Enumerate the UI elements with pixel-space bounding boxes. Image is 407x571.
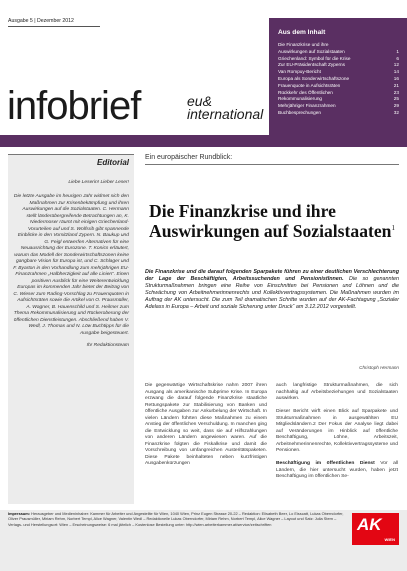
ak-logo-text: AK xyxy=(357,515,382,534)
table-of-contents xyxy=(269,18,407,135)
ak-logo xyxy=(352,513,399,545)
article-kicker: Ein europäischer Rundblick: xyxy=(145,154,399,165)
editorial-column xyxy=(8,154,134,504)
footnote-mark[interactable]: 1 xyxy=(391,224,395,232)
section-heading: Beschäftigung im öffentlichen Dienst xyxy=(276,461,375,466)
logo-subtitle xyxy=(187,95,263,121)
toc-item[interactable]: Van Rompuy-Bericht 14 xyxy=(278,69,399,75)
toc-item[interactable]: Frauenquote in Aufsichtsräten 21 xyxy=(278,82,399,88)
editorial-heading: Editorial xyxy=(96,158,129,167)
logo-infobrief: infobrief xyxy=(7,84,141,128)
article-paragraph: Dieser Bericht wirft einen Blick auf Sparpakete und Strukturmaßnahmen in ausgewählten EU Mitgliedsländern.2 Der Fokus der Analyse liegt dabei auf Veränderungen im Hinblick auf öffentliche Beschäftigung, Löhne, Arbeitszeit, Arbeitnehmerinnenrechte, Kollektivvertragssysteme und Pensionen. xyxy=(276,409,398,453)
logo-subtitle-line-2: international xyxy=(187,106,264,122)
ak-logo-subtext: WIEN xyxy=(384,537,395,542)
toc-item[interactable]: Mehrjähriger Finanzrahmen 29 xyxy=(278,103,399,109)
toc-item[interactable]: Die Finanzkrise und ihre xyxy=(278,42,329,47)
toc-item[interactable]: Europa als Sonderwirtschaftszone 16 xyxy=(278,75,399,81)
article-lead: Die Finanzkrise und die darauf folgenden Sparpakete führen zu einer deutlichen Verschlechterung der Lage der Beschäftigten, Arbeitssuchenden und PensionistInnen. Die so genannten Strukturmaßnahmen bringen eine Reihe von Einschnitten bei Pensionen und Löhnen und die Schwächung von Arbeitnehmerinnenrechts und Kollektivvertragssystemen. Die Maßnahmen wurden im Auftrag der AK untersucht. Die zum Teil dramatischen Schritte wurden auf der AK-Fachtagung „Sozialer Adelass in Europa – Arbeit und soziale Sicherung unter Druck“ am 3.12.2012 vorgestellt. xyxy=(145,269,400,311)
toc-title: Aus dem Inhalt xyxy=(278,29,326,36)
toc-item[interactable]: Zur EU-Präsidentschaft Zyperns 12 xyxy=(278,62,399,68)
logo-subtitle-line-1: eu& xyxy=(187,93,212,109)
toc-item[interactable]: Rekommunalisierung 25 xyxy=(278,96,399,102)
issue-label: Ausgabe 5 | Dezember 2012 xyxy=(8,18,100,27)
editorial-greeting: Liebe Leserin! Lieber Leser! xyxy=(68,180,129,185)
header-divider-band xyxy=(0,135,407,147)
article-column-left xyxy=(145,383,267,474)
toc-item[interactable]: Rückkehr des Öffentlichen 23 xyxy=(278,89,399,95)
article-author: Christoph Hermann xyxy=(359,365,399,370)
toc-item[interactable]: Auswirkungen auf Sozialstaaten 1 xyxy=(278,48,399,54)
article-paragraph: auch langfristige Strukturmaßnahmen, die sich nachhaltig auf Arbeitsbeziehungen und Sozialstaaten auswirken. xyxy=(276,383,398,401)
article-paragraph: Die gegenwärtige Wirtschaftskrise nahm 2007 ihren Ausgang als amerikanische Subprime Krise. In Europa erzwang die darauf folgende Finanzkrise staatliche Rettungspakete zur Stabilisierung von Banken und öffentliche Ausgaben zur Ankurbelung der Wirtschaft. In vielen Ländern führten diese Maßnahmen zu einem Anstieg der öffentlichen Verschuldung. In manchen ging die Entwicklung so weit, dass sie auf Hilfszahlungen von anderen Ländern angewiesen waren. Auf die Finanzkrise folgten die Fiskalkrise und damit die Vorschreibung von umfangreichen Austeritätspaketen. Diese Pakete beinhalteten neben kurzfristigen Ausgabenkürzungen xyxy=(145,383,267,466)
editorial-signature: Ihr Redaktionsteam xyxy=(86,343,129,348)
editorial-body: Die letzte Ausgabe im heurigen Jahr widmet sich den Maßnahmen zur Krisenbekämpfung und ihren Auswirkungen auf die Sozialstaaten. C. Hermann stellt länderübergreifende Betrachtungen an, K. Niedermoser räumt mit einigen Griechenland-Vorurteilen auf und S. Wolfsrib gibt spannende Einblicke in den Vorsitzland Zypern. N. Baukup und G. Feigl entwerfen Alternativen für eine Neuausrichtung der Eurozone. T. Konics erläutert, warum das Modell der Sonderwirtschaftszonen keine gangbare Vision für Europa ist, und C. Schlager und F. Byarton in den Vorhandlung zum mehrjährigen EU-Finanzrahmen „Halbherzigkeit auf alle Linien“. Einen positiven Ausblick für eine Weiterentwicklung Europas im kommenden Jahr bietet der Beitrag von C. Wieser zum Rading-Vorschlag zu Frauenquoten in Aufsichtsräten sowie die Artikel von O. Prausmüller, A. Wagner, B. Hauenschild und S. Heilmer zum Thema Rekommunalisierung und Rückeroberung der öffentlichen Dienstleistungen. Abschließend haben V. Wedl, J. Thomas und N. Löw Buchtipps für die Ausgabe beigesteuert. xyxy=(13,194,129,336)
toc-item[interactable]: Buchbesprechungen 32 xyxy=(278,109,399,115)
toc-item[interactable]: Griechenland: Symbol für die Krise 6 xyxy=(278,55,399,61)
imprint: Impressum: Herausgeber und Medieninhaber: Kammer für Arbeiter und Angestellte für Wien, 1040 Wien, Prinz Eugen Strasse 20-22 – Redaktion: Elisabeth Beer, Lo Eisscatt, Lukas Oberndorfer, Oliver Prausmüller, Miriam Rehm, Norbert Templ, Alice Wagner, Valentin Wedl – Redaktionelle Lukas Oberndorfer, Miriam Rehm, Norbert Templ, Alice Wagner – Layout und Satz: Julia Stern – Verlags- und Herstellungsort: Wien – Erscheinungsweise: 6 mal jährlich – Kostenlose Bestellung unter: http://wien.arbeiterkammer.at/service/zeitschriften xyxy=(8,511,344,527)
article-column-right xyxy=(276,383,398,487)
article-paragraph: Beschäftigung im öffentlichen Dienst Vor all Ländern, die hier untersucht wurden, haben jetzt Beschäftigung im öffentlichen Se- xyxy=(276,461,398,479)
article-headline: Die Finanzkrise und ihre Auswirkungen auf Sozialstaaten$^1$ xyxy=(149,201,395,241)
